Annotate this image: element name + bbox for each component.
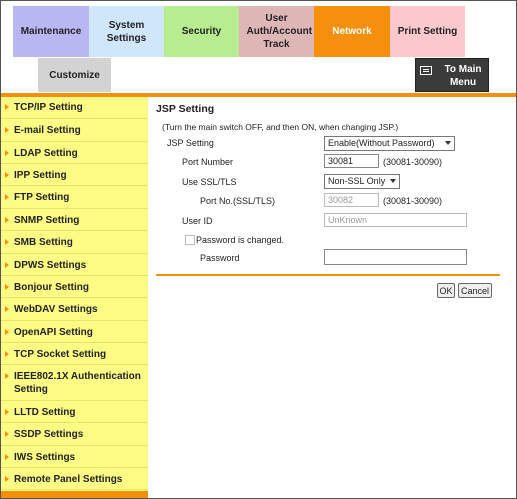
port-number-value: 30081 <box>328 156 354 166</box>
cancel-label: Cancel <box>460 285 489 296</box>
password-label: Password <box>200 253 240 263</box>
sidebar-item-label: Remote Panel Settings <box>14 474 123 485</box>
tab-network-label: Network <box>332 26 372 37</box>
arrow-icon <box>5 262 9 268</box>
sidebar <box>1 97 148 498</box>
tab-maintenance[interactable] <box>13 6 89 57</box>
restart-note: (Turn the main switch OFF, and then ON, when changing JSP.) <box>162 122 399 132</box>
jsp-setting-select[interactable] <box>324 136 455 151</box>
sidebar-item-email[interactable] <box>1 119 148 142</box>
arrow-icon <box>5 329 9 335</box>
use-ssl-select[interactable] <box>324 174 400 189</box>
cancel-button[interactable] <box>458 283 492 298</box>
page-title: JSP Setting <box>156 103 215 115</box>
arrow-icon <box>5 217 9 223</box>
tab-print-setting[interactable] <box>390 6 465 57</box>
sidebar-item-label: IWS Settings <box>14 452 76 463</box>
sidebar-item-label: SSDP Settings <box>14 429 84 440</box>
port-number-input[interactable] <box>324 154 379 168</box>
tab-security[interactable] <box>164 6 239 57</box>
user-id-input[interactable] <box>324 213 467 227</box>
arrow-icon <box>5 172 9 178</box>
sidebar-item-bonjour[interactable] <box>1 276 148 298</box>
ok-label: OK <box>439 285 453 296</box>
tab-customize-label: Customize <box>49 69 100 81</box>
jsp-setting-value: Enable(Without Password) <box>328 138 435 148</box>
ssl-port-value: 30082 <box>328 195 354 205</box>
arrow-icon <box>5 476 9 482</box>
chevron-down-icon <box>390 179 396 183</box>
ok-button[interactable] <box>437 283 455 298</box>
tab-user-auth[interactable] <box>239 6 314 57</box>
sidebar-item-label: DPWS Settings <box>14 260 87 271</box>
arrow-icon <box>5 409 9 415</box>
form-divider <box>156 274 500 276</box>
jsp-setting-label: JSP Setting <box>167 138 214 148</box>
sidebar-item-label: IPP Setting <box>14 170 67 181</box>
ssl-port-input[interactable] <box>324 193 379 207</box>
user-id-label: User ID <box>182 216 213 226</box>
arrow-icon <box>5 373 9 379</box>
sidebar-item-label: SNMP Setting <box>14 215 80 226</box>
sidebar-item-iws[interactable] <box>1 446 148 468</box>
sidebar-item-label: TCP Socket Setting <box>14 349 107 360</box>
tab-print-setting-label: Print Setting <box>397 26 458 37</box>
sidebar-item-label: LLTD Setting <box>14 407 76 418</box>
menu-icon <box>420 66 432 75</box>
password-changed-checkbox[interactable] <box>185 235 195 245</box>
use-ssl-value: Non-SSL Only <box>328 176 386 186</box>
ssl-port-range: (30081-30090) <box>383 196 443 206</box>
to-main-menu-button[interactable] <box>415 58 489 92</box>
sidebar-item-label: E-mail Setting <box>14 125 81 136</box>
tab-customize[interactable] <box>38 58 111 92</box>
tab-user-auth-label: User Auth/Account Track <box>246 13 313 50</box>
tab-maintenance-label: Maintenance <box>20 26 82 37</box>
sidebar-item-selected-partial[interactable] <box>1 491 148 499</box>
sidebar-item-remote-panel[interactable] <box>1 468 148 490</box>
sidebar-item-ftp[interactable] <box>1 186 148 209</box>
sidebar-item-webdav[interactable] <box>1 298 148 321</box>
sidebar-item-lltd[interactable] <box>1 401 148 423</box>
sidebar-item-tcp-socket[interactable] <box>1 343 148 365</box>
sidebar-item-label: FTP Setting <box>14 192 70 203</box>
arrow-icon <box>5 150 9 156</box>
tab-security-label: Security <box>181 26 222 37</box>
sidebar-item-label: SMB Setting <box>14 237 73 248</box>
sidebar-item-snmp[interactable] <box>1 209 148 231</box>
sidebar-item-ipp[interactable] <box>1 164 148 186</box>
sidebar-item-label: LDAP Setting <box>14 148 78 159</box>
arrow-icon <box>5 127 9 133</box>
port-number-label: Port Number <box>182 157 234 167</box>
tab-network[interactable] <box>314 6 390 57</box>
use-ssl-label: Use SSL/TLS <box>182 177 237 187</box>
sidebar-item-label: IEEE802.1X Authentication Setting <box>14 371 141 395</box>
arrow-icon <box>5 431 9 437</box>
to-main-menu-label: To Main Menu <box>444 64 482 88</box>
chevron-down-icon <box>445 141 451 145</box>
user-id-value: UnKnown <box>328 215 368 225</box>
arrow-icon <box>5 454 9 460</box>
sidebar-item-dpws[interactable] <box>1 254 148 276</box>
password-changed-label: Password is changed. <box>196 235 285 245</box>
sidebar-item-label: WebDAV Settings <box>14 304 98 315</box>
main-content <box>148 97 516 498</box>
port-number-range: (30081-30090) <box>383 157 443 167</box>
arrow-icon <box>5 104 9 110</box>
sidebar-item-openapi[interactable] <box>1 321 148 343</box>
ssl-port-label: Port No.(SSL/TLS) <box>200 196 276 206</box>
password-input[interactable] <box>324 249 467 265</box>
arrow-icon <box>5 239 9 245</box>
sidebar-item-tcpip[interactable] <box>1 97 148 119</box>
tab-system-settings[interactable] <box>89 6 164 57</box>
arrow-icon <box>5 351 9 357</box>
sidebar-item-label: TCP/IP Setting <box>14 102 83 113</box>
sidebar-item-ldap[interactable] <box>1 142 148 164</box>
sidebar-item-label: Bonjour Setting <box>14 282 89 293</box>
sidebar-item-ieee8021x[interactable] <box>1 365 148 401</box>
tab-system-settings-label: System Settings <box>106 19 147 44</box>
arrow-icon <box>5 306 9 312</box>
arrow-icon <box>5 194 9 200</box>
sidebar-item-ssdp[interactable] <box>1 423 148 446</box>
arrow-icon <box>5 284 9 290</box>
sidebar-item-label: OpenAPI Setting <box>14 327 93 338</box>
sidebar-item-smb[interactable] <box>1 231 148 254</box>
